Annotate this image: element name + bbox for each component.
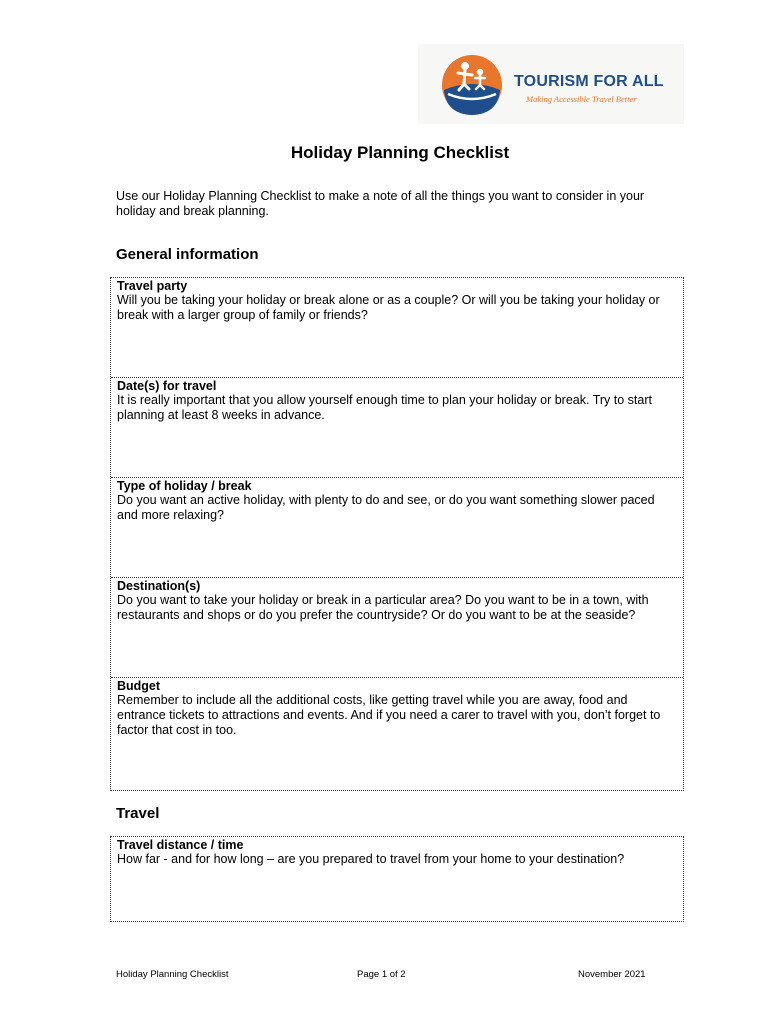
page-title: Holiday Planning Checklist (290, 143, 510, 162)
checklist-item-text: Will you be taking your holiday or break alone or as a couple? Or will you be taking your holiday or break with a larger group of family or friends? (117, 293, 660, 322)
section-heading-travel: Travel (116, 805, 160, 822)
footer-document-title: Holiday Planning Checklist (116, 969, 229, 980)
intro-paragraph: Use our Holiday Planning Checklist to make a note of all the things you want to consider in your holiday and break planning. (116, 189, 645, 218)
checklist-item-title: Travel distance / time (117, 838, 244, 852)
travel-table (110, 836, 684, 922)
checklist-item-budget (111, 678, 683, 790)
checklist-item-destinations (111, 578, 683, 678)
checklist-item-dates-for-travel (111, 378, 683, 478)
checklist-item-travel-distance (111, 837, 683, 921)
general-information-table (110, 277, 684, 791)
checklist-item-type-of-holiday (111, 478, 683, 578)
checklist-item-travel-party (111, 278, 683, 378)
logo-title: TOURISM FOR ALL (514, 73, 664, 90)
checklist-item-title: Date(s) for travel (117, 379, 217, 393)
checklist-item-title: Budget (117, 679, 161, 693)
checklist-item-text: Do you want to take your holiday or break in a particular area? Do you want to be in a town, with restaurants and shops or do you prefer the countryside? Or do you want to be at the seaside? (117, 593, 649, 622)
logo-tagline: Making Accessible Travel Better (526, 94, 637, 104)
checklist-item-text: How far - and for how long – are you prepared to travel from your home to your destination? (117, 852, 625, 866)
logo-emblem-icon (440, 54, 504, 116)
checklist-item-title: Type of holiday / break (117, 479, 252, 493)
footer-date: November 2021 (578, 969, 646, 980)
footer-page-number: Page 1 of 2 (357, 969, 406, 980)
checklist-item-text: Remember to include all the additional costs, like getting travel while you are away, food and entrance tickets to attractions and events. And if you need a carer to travel with you, don’t forget to factor that cost in too. (117, 693, 661, 737)
checklist-item-title: Destination(s) (117, 579, 201, 593)
tourism-for-all-logo (418, 44, 684, 124)
checklist-item-text: It is really important that you allow yourself enough time to plan your holiday or break. Try to start planning at least 8 weeks in advance. (117, 393, 652, 422)
section-heading-general-information: General information (116, 246, 259, 263)
checklist-item-text: Do you want an active holiday, with plenty to do and see, or do you want something slower paced and more relaxing? (117, 493, 655, 522)
checklist-item-title: Travel party (117, 279, 188, 293)
